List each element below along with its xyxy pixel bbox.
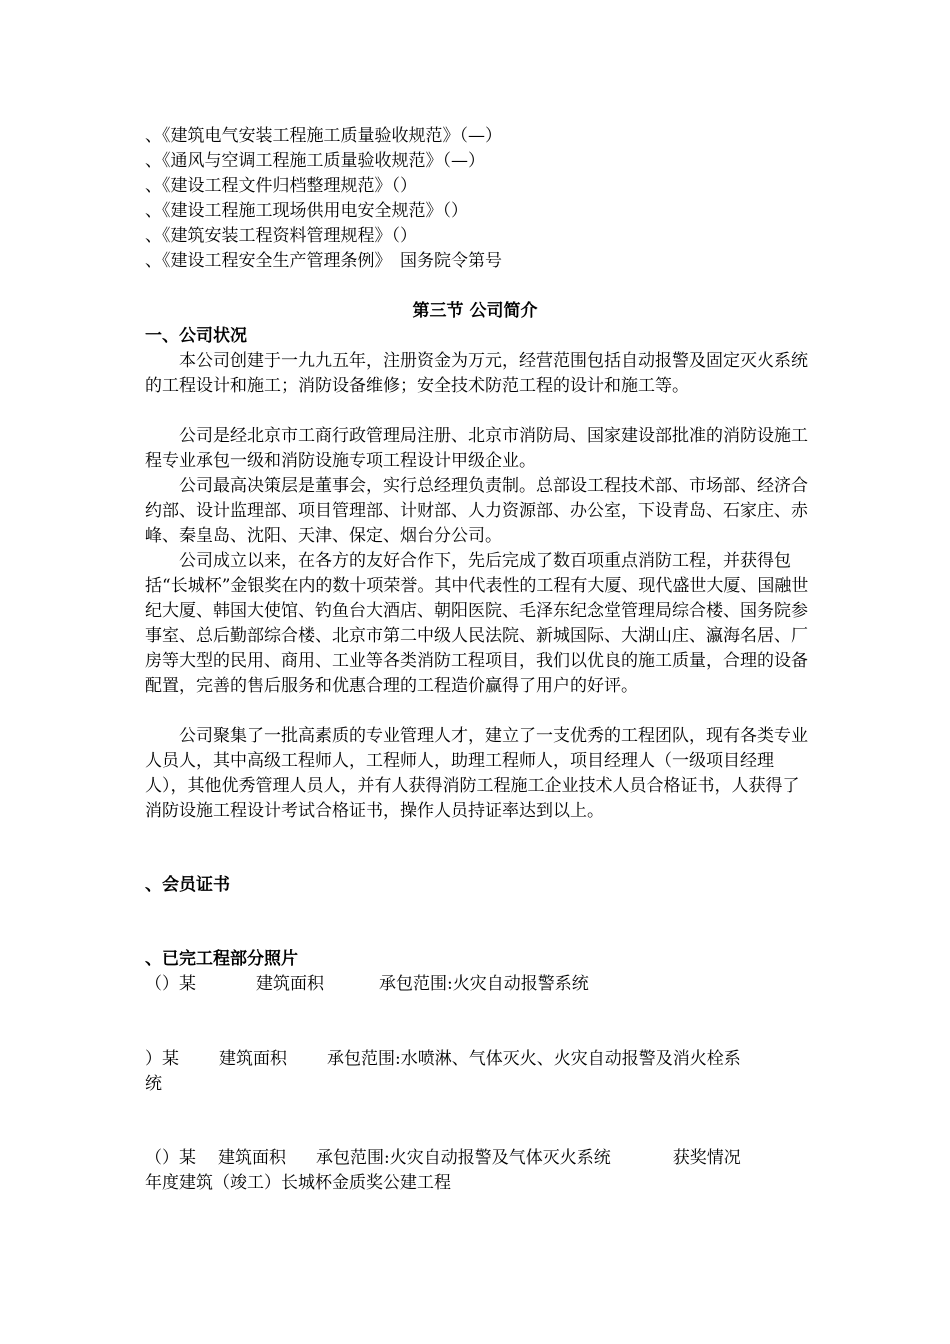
project-3-award: 年度建筑（竣工）长城杯金质奖公建工程	[145, 1173, 451, 1193]
paragraph-qualification: 公司是经北京市工商行政管理局注册、北京市消防局、国家建设部批准的消防设施工程专业承包一级和消防设施专项工程设计甲级企业。	[145, 426, 808, 471]
project-scope: 承包范围:水喷淋、气体灭火、火灾自动报警及消火栓系	[327, 1049, 741, 1069]
project-name: （）某	[145, 1148, 196, 1168]
project-1	[145, 972, 589, 997]
paragraph-organization: 公司最高决策层是董事会，实行总经理负责制。总部设工程技术部、市场部、经济合约部、设计监理部、项目管理部、计财部、人力资源部、办公室，下设青岛、石家庄、赤峰、秦皇岛、沈阳、天津、保定、烟台分公司。	[145, 476, 808, 546]
paragraph-founding: 本公司创建于一九九五年，注册资金为万元，经营范围包括自动报警及固定灭火系统的工程设计和施工；消防设备维修；安全技术防范工程的设计和施工等。	[145, 351, 808, 396]
project-area: 建筑面积	[256, 974, 324, 994]
project-scope: 承包范围:火灾自动报警系统	[379, 974, 589, 994]
project-2	[145, 1047, 741, 1072]
standard-item-3: 、《建设工程文件归档整理规范》（）	[145, 176, 417, 196]
project-area: 建筑面积	[218, 1148, 286, 1168]
photos-heading: 、已完工程部分照片	[145, 949, 298, 969]
project-3	[145, 1146, 741, 1171]
company-status-heading: 一、公司状况	[145, 326, 247, 346]
project-name: （）某	[145, 974, 196, 994]
standard-item-4: 、《建设工程施工现场供用电安全规范》（）	[145, 201, 468, 221]
member-cert-heading: 、会员证书	[145, 875, 230, 895]
project-name: ）某	[145, 1049, 179, 1069]
award-label: 获奖情况	[672, 1148, 741, 1168]
standard-item-1: 、《建筑电气安装工程施工质量验收规范》（—）	[145, 126, 502, 146]
paragraph-achievements: 公司成立以来，在各方的友好合作下，先后完成了数百项重点消防工程，并获得包括“长城杯”金银奖在内的数十项荣誉。其中代表性的工程有大厦、现代盛世大厦、国融世纪大厦、韩国大使馆、钓鱼台大酒店、朝阳医院、毛泽东纪念堂管理局综合楼、国务院参事室、总后勤部综合楼、北京市第二中级人民法院、新城国际、大湖山庄、瀛海名居、厂房等大型的民用、商用、工业等各类消防工程项目，我们以优良的施工质量，合理的设备配置，完善的售后服务和优惠合理的工程造价赢得了用户的好评。	[145, 551, 809, 696]
standard-item-5: 、《建筑安装工程资料管理规程》（）	[145, 226, 417, 246]
standard-item-2: 、《通风与空调工程施工质量验收规范》（—）	[145, 151, 485, 171]
project-area: 建筑面积	[219, 1049, 287, 1069]
project-scope: 承包范围:火灾自动报警及气体灭火系统	[316, 1148, 611, 1168]
standard-item-6: 、《建设工程安全生产管理条例》 国务院令第号	[145, 251, 502, 271]
paragraph-personnel: 公司聚集了一批高素质的专业管理人才，建立了一支优秀的工程团队，现有各类专业人员人，其中高级工程师人，工程师人，助理工程师人，项目经理人（一级项目经理人），其他优秀管理人员人，并有人获得消防工程施工企业技术人员合格证书，人获得了消防设施工程设计考试合格证书，操作人员持证率达到以上。	[145, 726, 808, 821]
project-2-scope-continued: 统	[145, 1074, 162, 1094]
section-title: 第三节 公司简介	[412, 301, 538, 321]
